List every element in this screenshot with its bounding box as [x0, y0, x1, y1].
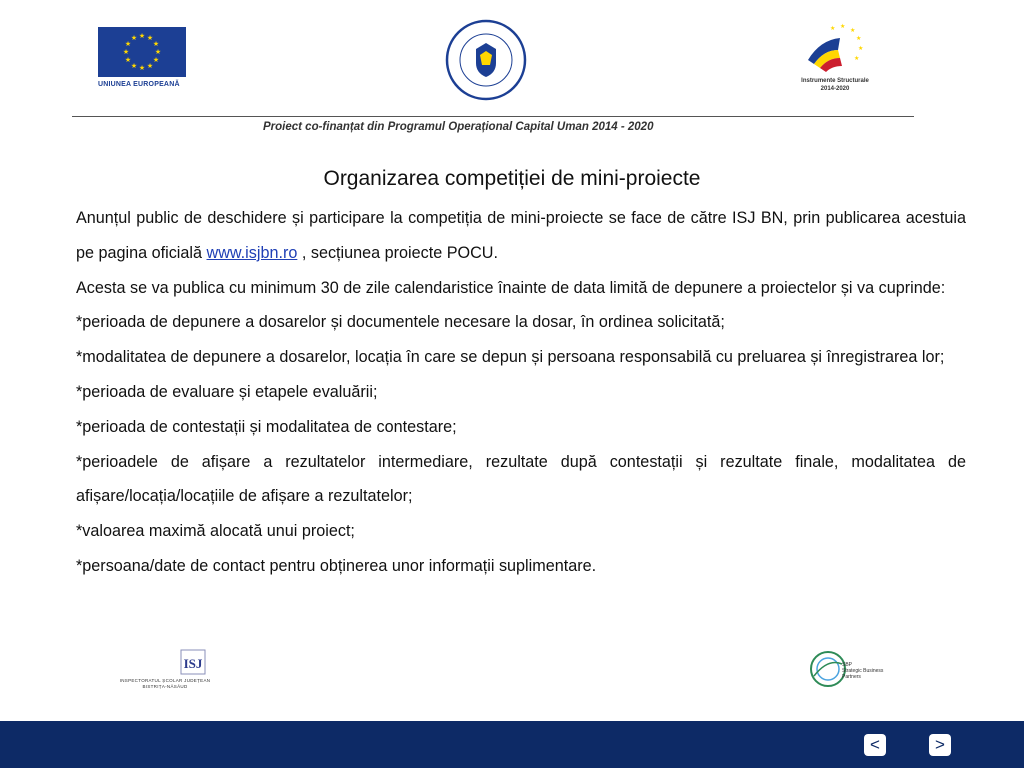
- svg-text:★: ★: [124, 56, 132, 64]
- svg-text:★: ★: [154, 48, 162, 56]
- paragraph-announcement: Anunțul public de deschidere și participare la competiția de mini-proiecte se face de către ISJ BN, prin publicarea acestuia pe pagina oficială www.isjbn.ro , secțiunea proiecte POCU.: [76, 209, 966, 262]
- svg-text:★: ★: [850, 27, 856, 34]
- svg-text:★: ★: [152, 56, 160, 64]
- svg-text:★: ★: [130, 62, 138, 70]
- instrumente-structurale-caption: Instrumente Structurale 2014-2020: [801, 78, 869, 92]
- list-item: *persoana/date de contact pentru obținerea unor informații suplimentare.: [76, 556, 597, 575]
- svg-text:★: ★: [146, 34, 154, 42]
- svg-text:★: ★: [858, 45, 864, 52]
- svg-text:★: ★: [854, 55, 860, 62]
- isj-caption: INSPECTORATUL ȘCOLAR JUDEȚEAN BISTRIȚA-NĂSĂUD: [119, 678, 211, 689]
- isjbn-link[interactable]: www.isjbn.ro: [206, 243, 298, 262]
- document-body: [76, 201, 966, 584]
- next-button[interactable]: >: [929, 734, 951, 756]
- isj-logo: [115, 648, 215, 692]
- eu-logo-label: UNIUNEA EUROPEANĂ: [98, 81, 180, 88]
- svg-text:★: ★: [122, 48, 130, 56]
- list-item: *perioada de contestații și modalitatea de contestare;: [76, 417, 457, 436]
- svg-text:★: ★: [124, 40, 132, 48]
- paragraph-publication: Acesta se va publica cu minimum 30 de zile calendaristice înainte de data limită de depunere a proiectelor și va cuprinde:: [76, 278, 946, 297]
- instrumente-structurale-logo: [790, 20, 880, 100]
- list-item: *perioada de depunere a dosarelor și documentele necesare la dosar, în ordinea solicitată;: [76, 313, 725, 332]
- page-title: Organizarea competiției de mini-proiecte: [323, 167, 701, 190]
- svg-text:★: ★: [130, 34, 138, 42]
- svg-text:★: ★: [856, 35, 862, 42]
- sbp-logo: [808, 648, 888, 690]
- list-item: *perioadele de afișare a rezultatelor intermediare, rezultate după contestații și rezultate finale, modalitatea de afișare/locația/locațiile de afișare a rezultatelor;: [76, 452, 966, 506]
- header-divider: [72, 116, 914, 117]
- sbp-text: SBP Strategic Business Partners: [842, 662, 884, 680]
- svg-text:★: ★: [146, 62, 154, 70]
- isj-mark: ISJ: [183, 656, 203, 671]
- government-seal: [444, 19, 528, 101]
- previous-button[interactable]: <: [864, 734, 886, 756]
- eu-logo: [98, 27, 194, 93]
- header-subtitle: Proiect co-finanțat din Programul Operațional Capital Uman 2014 - 2020: [263, 121, 654, 133]
- svg-text:★: ★: [138, 64, 146, 72]
- list-item: *valoarea maximă alocată unui proiect;: [76, 522, 355, 541]
- svg-text:★: ★: [840, 23, 846, 30]
- list-item: *modalitatea de depunere a dosarelor, locația în care se depun și persoana responsabilă cu preluarea și înregistrarea lor;: [76, 348, 945, 367]
- list-item: *perioada de evaluare și etapele evaluării;: [76, 382, 378, 401]
- svg-text:★: ★: [152, 40, 160, 48]
- svg-text:★: ★: [138, 32, 146, 40]
- svg-text:★: ★: [830, 25, 836, 32]
- eu-flag-icon: [98, 27, 186, 77]
